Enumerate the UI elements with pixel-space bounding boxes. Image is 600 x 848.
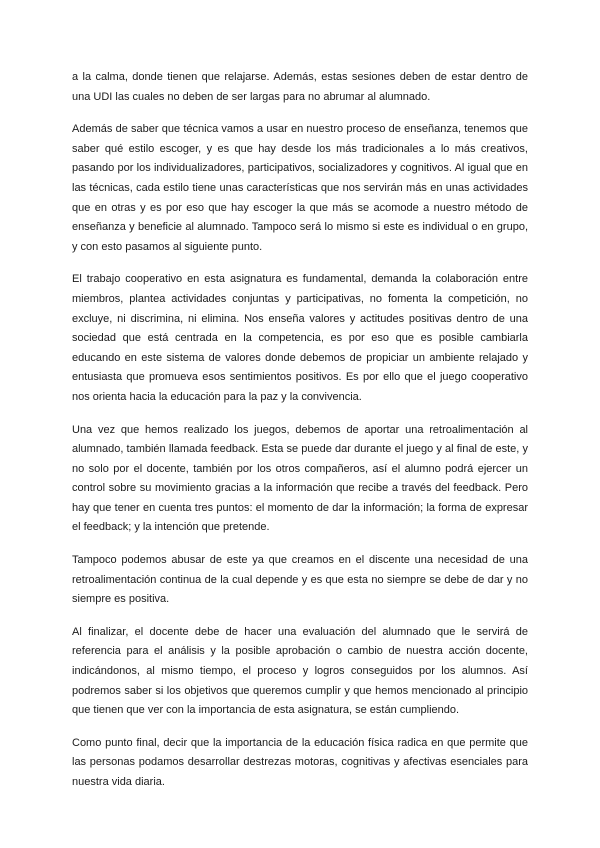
document-body [72,68,528,806]
paragraph-1: a la calma, donde tienen que relajarse. Además, estas sesiones deben de estar dentro de una UDI las cuales no deben de ser largas para no abrumar al alumnado. [72,71,528,103]
paragraph-3: El trabajo cooperativo en esta asignatura es fundamental, demanda la colaboración entre miembros, plantea actividades conjuntas y participativas, no fomenta la competición, no excluye, ni discrimina, ni elimina. Nos enseña valores y actitudes positivas dentro de una sociedad que está centrada en la competencia, es por eso que es posible cambiarla educando en este sistema de valores donde debemos de propiciar un ambiente relajado y entusiasta que promueva esos sentimientos positivos. Es por ello que el juego cooperativo nos orienta hacia la educación para la paz y la convivencia. [72,273,528,403]
paragraph-6: Al finalizar, el docente debe de hacer una evaluación del alumnado que le servirá de referencia para el análisis y la posible aprobación o cambio de nuestra acción docente, indicándonos, al mismo tiempo, el proceso y logros conseguidos por los alumnos. Así podremos saber si los objetivos que queremos cumplir y que hemos mencionado al principio que tienen que ver con la importancia de esta asignatura, se están cumpliendo. [72,625,528,717]
paragraph-2: Además de saber que técnica vamos a usar en nuestro proceso de enseñanza, tenemos que saber qué estilo escoger, y es que hay desde los más tradicionales a lo más creativos, pasando por los individualizadores, participativos, socializadores y cognitivos. Al igual que en las técnicas, cada estilo tiene unas características que nos servirán más en unas actividades que en otras y es por eso que hay escoger la que más se acomode a nuestro método de enseñanza y beneficie al alumnado. Tampoco será lo mismo si este es individual o en grupo, y con esto pasamos al siguiente punto. [72,123,528,253]
paragraph-5: Tampoco podemos abusar de este ya que creamos en el discente una necesidad de una retroalimentación continua de la cual depende y es que esta no siempre se debe de dar y no siempre es positiva. [72,554,528,606]
paragraph-7: Como punto final, decir que la importancia de la educación física radica en que permite que las personas podamos desarrollar destrezas motoras, cognitivas y afectivas esenciales para nuestra vida diaria. [72,736,528,788]
paragraph-4: Una vez que hemos realizado los juegos, debemos de aportar una retroalimentación al alumnado, también llamada feedback. Esta se puede dar durante el juego y al final de este, y no solo por el docente, también por los otros compañeros, así el alumno podrá ejercer un control sobre su movimiento gracias a la información que recibe a través del feedback. Pero hay que tener en cuenta tres puntos: el momento de dar la información; la forma de expresar el feedback; y la intención que pretende. [72,423,528,534]
